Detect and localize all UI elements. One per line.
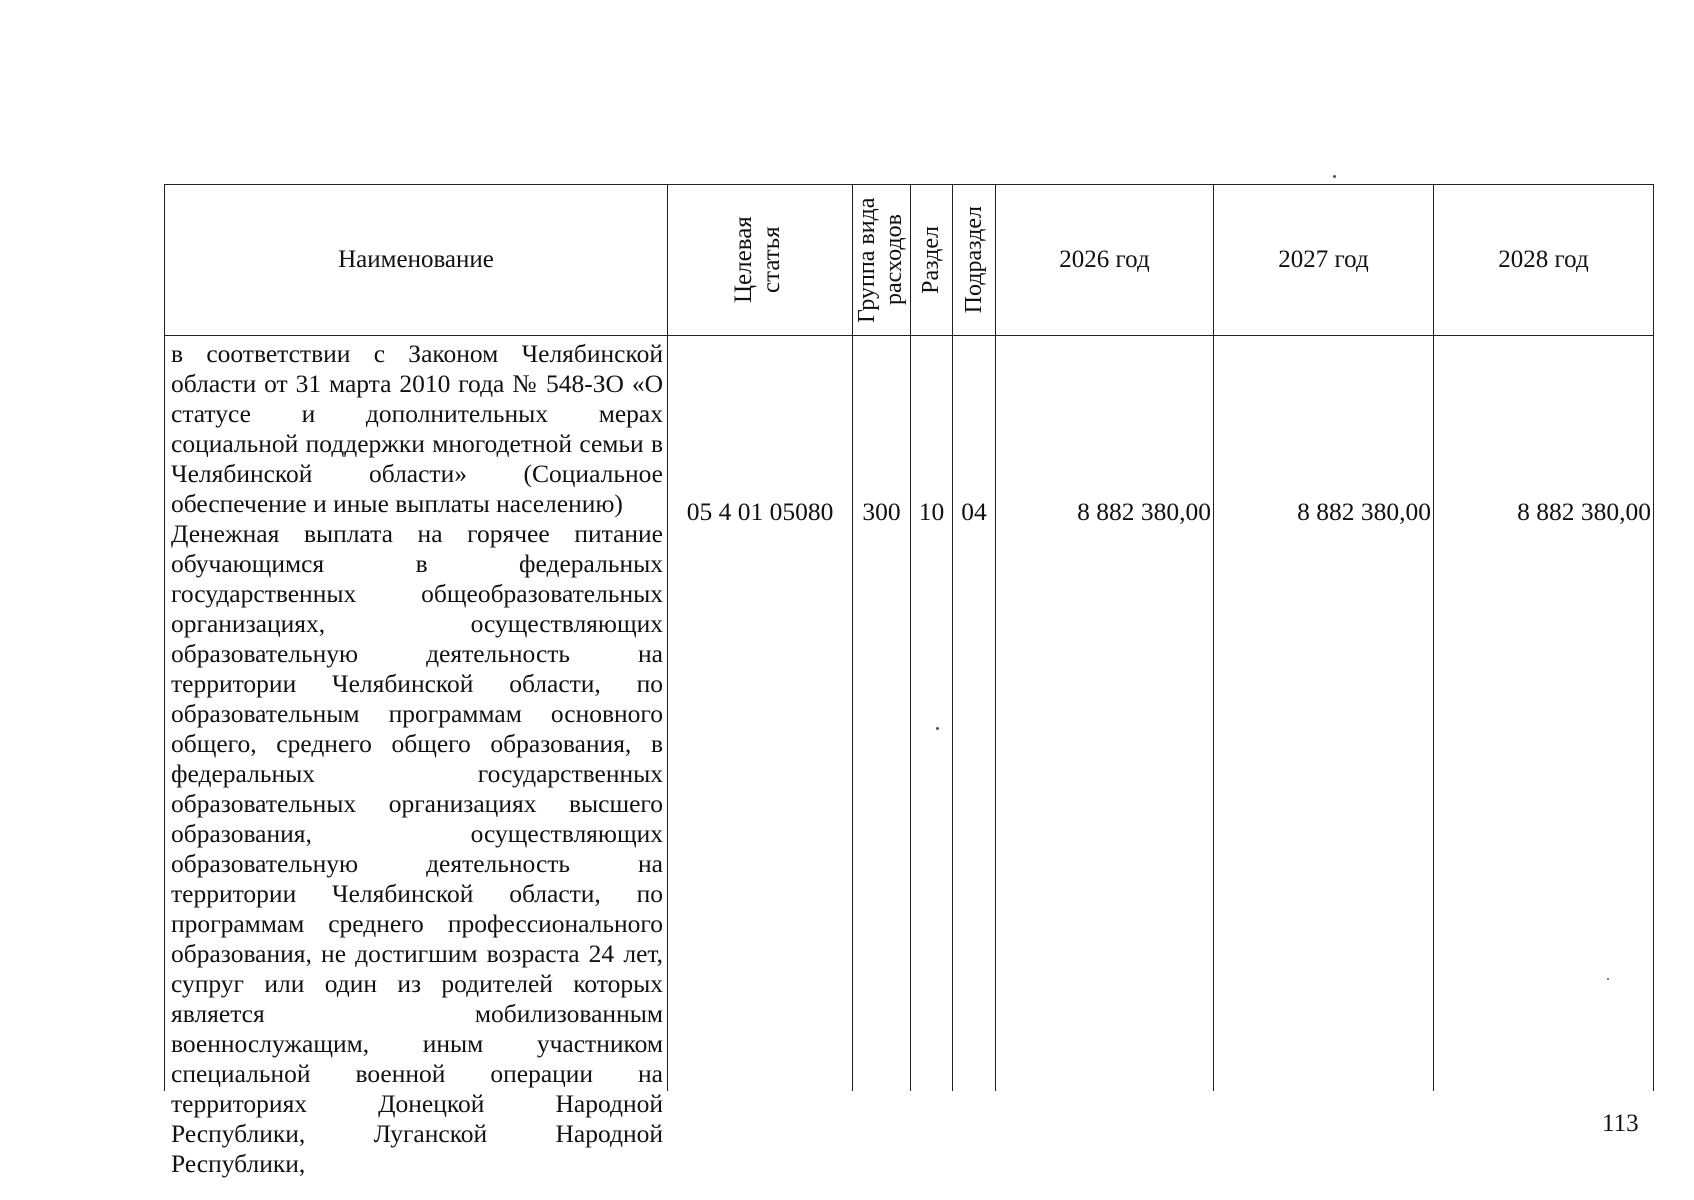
page-number: 113 [1602,1110,1639,1137]
row-target-article: 05 4 01 05080 [668,336,853,1092]
row-value-2026: 8 882 380,00 [996,336,1214,1092]
header-expense-group: Группа вида расходов [853,185,911,336]
row-value-2027: 8 882 380,00 [1214,336,1434,1092]
header-section: Раздел [911,185,953,336]
row-expense-group: 300 [853,336,911,1092]
scan-speck [1607,978,1609,980]
header-name: Наименование [165,185,668,336]
table-row [165,336,1654,1092]
scan-speck [936,727,939,730]
row-section: 10 [911,336,953,1092]
row-value-2028: 8 882 380,00 [1434,336,1654,1092]
scan-speck [1333,175,1336,178]
header-subsection: Подраздел [953,185,996,336]
row-name-part2: Денежная выплата на горячее питание обучающимся в федеральных государственных общеобразовательных организациях, осуществляющих образовательную деятельность на территории Челябинской области, по образовательным программам основного общего, среднего общего образования, в федеральных государственных образовательных организациях высшего образования, осуществляющих образовательную деятельность на территории Челябинской области, по программам среднего профессионального образования, не достигшим возраста 24 лет, супруг или один из родителей которых является мобилизованным военнослужащим, иным участником специальной военной операции на территориях Донецкой Народной Республики, Луганской Народной Республики, [171,519,663,1178]
row-name-cell [165,336,668,1178]
header-2027: 2027 год [1214,185,1434,336]
row-name-part1: в соответствии с Законом Челябинской области от 31 марта 2010 года № 548-ЗО «О статусе и дополнительных мерах социальной поддержки многодетной семьи в Челябинской области» (Социальное обеспечение и иные выплаты населению) [171,339,663,518]
header-2028: 2028 год [1434,185,1654,336]
header-target-article: Целевая статья [668,185,853,336]
table-header-row [165,185,1654,336]
header-2026: 2026 год [996,185,1214,336]
row-subsection: 04 [953,336,996,1092]
